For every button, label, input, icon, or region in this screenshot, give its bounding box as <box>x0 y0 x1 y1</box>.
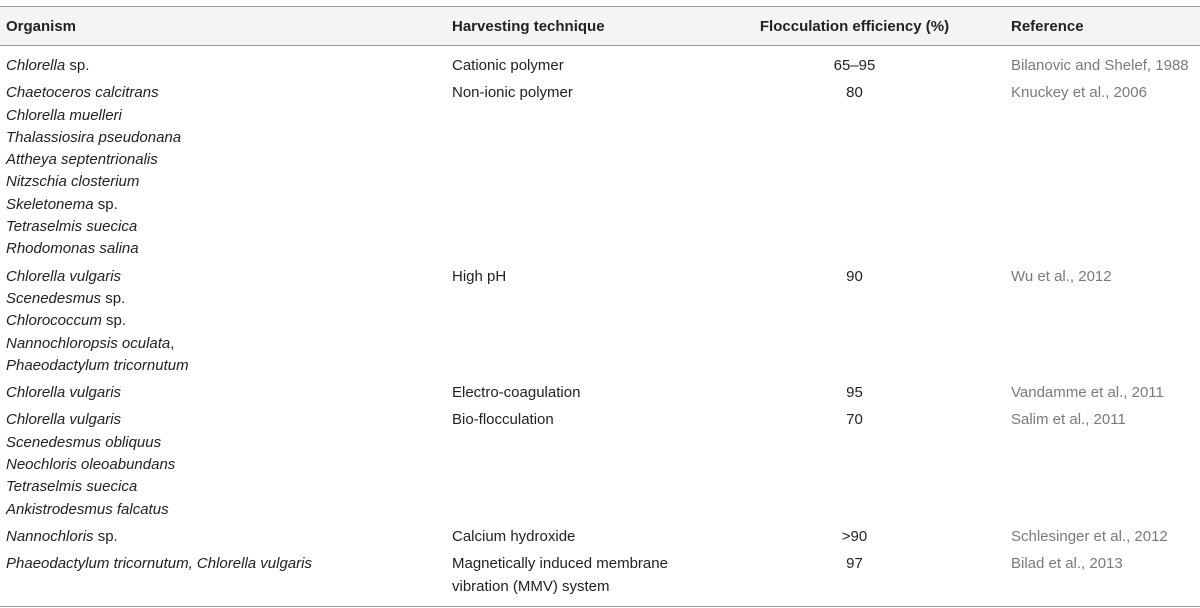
organism-italic: Skeletonema <box>6 195 94 213</box>
organism-italic: Chaetoceros calcitrans <box>6 84 159 102</box>
header-row <box>0 7 1200 46</box>
organism-italic: Rhodomonas salina <box>6 240 139 258</box>
table-row <box>0 548 1200 606</box>
organism-name <box>6 526 440 548</box>
organism-italic: Chlorococcum <box>6 312 102 330</box>
efficiency-cell: >90 <box>841 527 868 545</box>
organism-name <box>6 105 440 127</box>
header-efficiency: Flocculation efficiency (%) <box>759 17 950 35</box>
organism-italic: Tetraselmis suecica <box>6 218 138 236</box>
reference-cell: Bilanovic and Shelef, 1988 <box>1011 57 1189 74</box>
reference-cell: Bilad et al., 2013 <box>1011 555 1123 573</box>
organism-suffix: , <box>170 334 175 352</box>
technique-cell <box>446 521 704 548</box>
organism-italic: Tetraselmis suecica <box>6 478 138 496</box>
efficiency-cell: 80 <box>846 84 863 102</box>
technique-cell <box>446 261 704 377</box>
organism-italic: Phaeodactylum tricornutum <box>6 356 189 374</box>
organism-italic: Scenedesmus obliquus <box>6 433 162 451</box>
organism-italic: Chlorella muelleri <box>6 106 122 124</box>
technique-text: Non-ionic polymer <box>452 84 573 102</box>
header-technique: Harvesting technique <box>452 17 605 35</box>
organism-cell <box>0 548 446 606</box>
technique-cell <box>446 77 704 260</box>
organism-italic: Nannochloris <box>6 527 94 545</box>
technique-text: Calcium hydroxide <box>452 527 576 545</box>
header-reference: Reference <box>1011 17 1084 35</box>
header-organism: Organism <box>6 17 77 35</box>
organism-suffix: sp. <box>101 312 127 330</box>
efficiency-cell: 70 <box>846 411 863 429</box>
table-row <box>0 77 1200 260</box>
efficiency-cell: 65–95 <box>833 57 876 74</box>
organism-italic: Chlorella <box>6 57 66 74</box>
technique-cell <box>446 377 704 404</box>
organism-italic: Chlorella vulgaris <box>6 267 122 285</box>
organism-italic: Thalassiosira pseudonana <box>6 128 182 146</box>
organism-italic: Ankistrodesmus falcatus <box>6 500 169 518</box>
organism-name <box>6 355 440 377</box>
organism-name <box>6 149 440 171</box>
organism-cell <box>0 377 446 404</box>
reference-cell: Knuckey et al., 2006 <box>1011 84 1147 102</box>
organism-cell <box>0 521 446 548</box>
technique-text: High pH <box>452 267 507 285</box>
organism-cell <box>0 404 446 520</box>
efficiency-cell: 95 <box>846 384 863 402</box>
organism-name <box>6 454 440 476</box>
organism-name <box>6 266 440 288</box>
organism-name <box>6 476 440 498</box>
table-row <box>0 261 1200 377</box>
table-body <box>0 46 1200 607</box>
organism-name <box>6 82 440 104</box>
organism-name <box>6 382 440 404</box>
organism-name <box>6 216 440 238</box>
organism-name <box>6 171 440 193</box>
table-row <box>0 377 1200 404</box>
technique-text: Cationic polymer <box>452 57 564 74</box>
organism-name <box>6 553 440 575</box>
organism-name <box>6 409 440 431</box>
technique-cell <box>446 548 704 606</box>
efficiency-cell: 90 <box>846 267 863 285</box>
organism-suffix: sp. <box>93 195 118 213</box>
reference-cell: Vandamme et al., 2011 <box>1011 384 1164 402</box>
organism-name <box>6 499 440 521</box>
organism-name <box>6 127 440 149</box>
organism-suffix: sp. <box>101 289 126 307</box>
table-row <box>0 521 1200 548</box>
organism-italic: Neochloris oleoabundans <box>6 456 176 474</box>
technique-text: vibration (MMV) system <box>452 577 610 595</box>
reference-cell: Wu et al., 2012 <box>1011 267 1112 285</box>
efficiency-cell: 97 <box>846 555 863 573</box>
reference-cell: Schlesinger et al., 2012 <box>1011 527 1168 545</box>
organism-italic: Attheya septentrionalis <box>6 151 158 169</box>
organism-cell <box>0 46 446 78</box>
organism-italic: Chlorella vulgaris <box>6 411 122 429</box>
technique-text: Electro-coagulation <box>452 384 581 402</box>
table-row <box>0 46 1200 78</box>
organism-italic: Chlorella vulgaris <box>6 384 122 402</box>
technique-cell <box>446 46 704 78</box>
technique-cell <box>446 404 704 520</box>
flocculation-table <box>0 6 1200 607</box>
organism-italic: Nitzschia closterium <box>6 173 140 191</box>
organism-name <box>6 432 440 454</box>
organism-suffix: sp. <box>93 527 118 545</box>
reference-cell: Salim et al., 2011 <box>1011 411 1126 429</box>
organism-name <box>6 288 440 310</box>
organism-name <box>6 333 440 355</box>
organism-name <box>6 310 440 332</box>
technique-text: Bio-flocculation <box>452 411 554 429</box>
technique-text: Magnetically induced membrane <box>452 555 668 573</box>
organism-cell <box>0 261 446 377</box>
organism-italic: Scenedesmus <box>6 289 102 307</box>
organism-suffix: sp. <box>65 57 90 74</box>
organism-name <box>6 194 440 216</box>
organism-name <box>6 238 440 260</box>
table-header <box>0 7 1200 46</box>
organism-italic: Phaeodactylum tricornutum, Chlorella vulgaris <box>6 555 312 573</box>
organism-name <box>6 55 440 77</box>
table-row <box>0 404 1200 520</box>
organism-italic: Nannochloropsis oculata <box>6 334 171 352</box>
organism-cell <box>0 77 446 260</box>
